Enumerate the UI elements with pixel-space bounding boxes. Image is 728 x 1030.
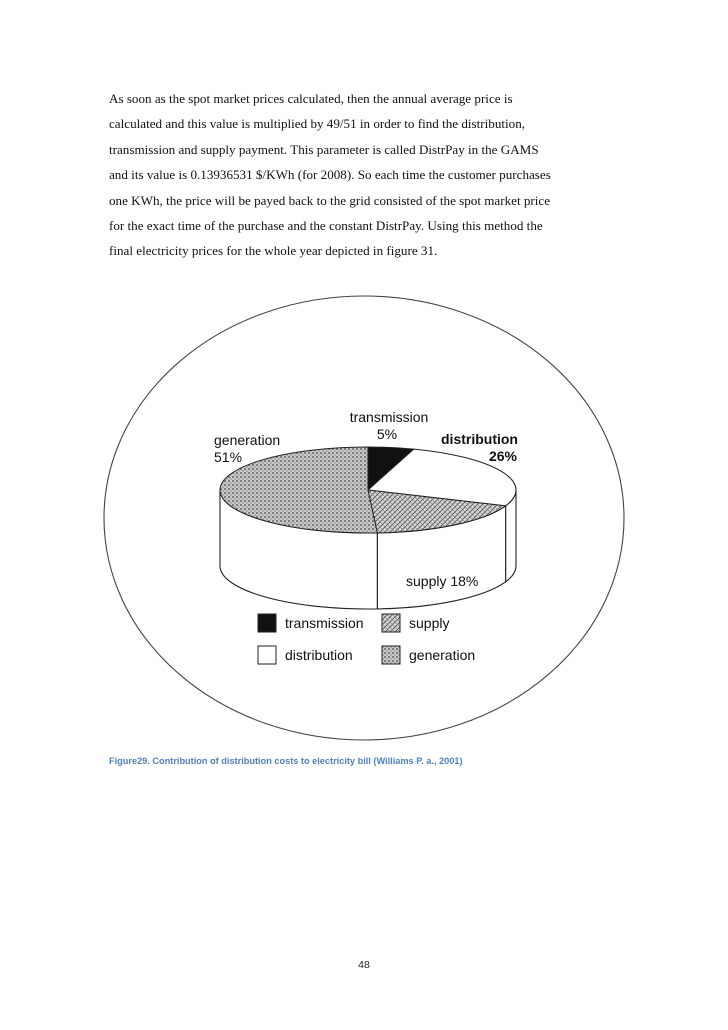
- text-line: transmission and supply payment. This parameter is called DistrPay in the GAMS: [109, 141, 539, 157]
- body-paragraph: [109, 86, 609, 264]
- legend-label-transmission: transmission: [285, 615, 364, 631]
- text-line: and its value is 0.13936531 $/KWh (for 2008). So each time the customer purchases: [109, 167, 551, 183]
- text-line: calculated and this value is multiplied by 49/51 in order to find the distribution,: [109, 116, 526, 132]
- legend-swatch-transmission: [258, 614, 276, 632]
- label-distribution-name: distribution: [441, 431, 518, 447]
- label-transmission-pct: 5%: [376, 426, 398, 442]
- legend-label-supply: supply: [409, 615, 450, 631]
- text-line: one KWh, the price will be payed back to the grid consisted of the spot market price: [109, 192, 551, 208]
- label-distribution-pct: 26%: [488, 448, 517, 464]
- label-generation-name: generation: [214, 432, 281, 448]
- label-transmission-name: transmission: [349, 409, 429, 425]
- text-line: final electricity prices for the whole year depicted in figure 31.: [109, 243, 438, 259]
- text-line: As soon as the spot market prices calculated, then the annual average price is: [109, 91, 513, 106]
- legend-swatch-distribution: [258, 646, 276, 664]
- legend-label-generation: generation: [409, 647, 476, 663]
- page-number: 48: [358, 959, 370, 971]
- legend-swatch-generation: [382, 646, 400, 664]
- legend-label-distribution: distribution: [285, 647, 353, 663]
- label-generation-pct: 51%: [214, 449, 243, 465]
- pie-chart-figure: [100, 292, 628, 744]
- legend-swatch-supply: [382, 614, 400, 632]
- text-line: for the exact time of the purchase and the constant DistrPay. Using this method the: [109, 217, 543, 233]
- figure-caption: Figure29. Contribution of distribution costs to electricity bill (Williams P. a., 2001): [109, 756, 463, 766]
- label-supply: supply 18%: [406, 573, 479, 589]
